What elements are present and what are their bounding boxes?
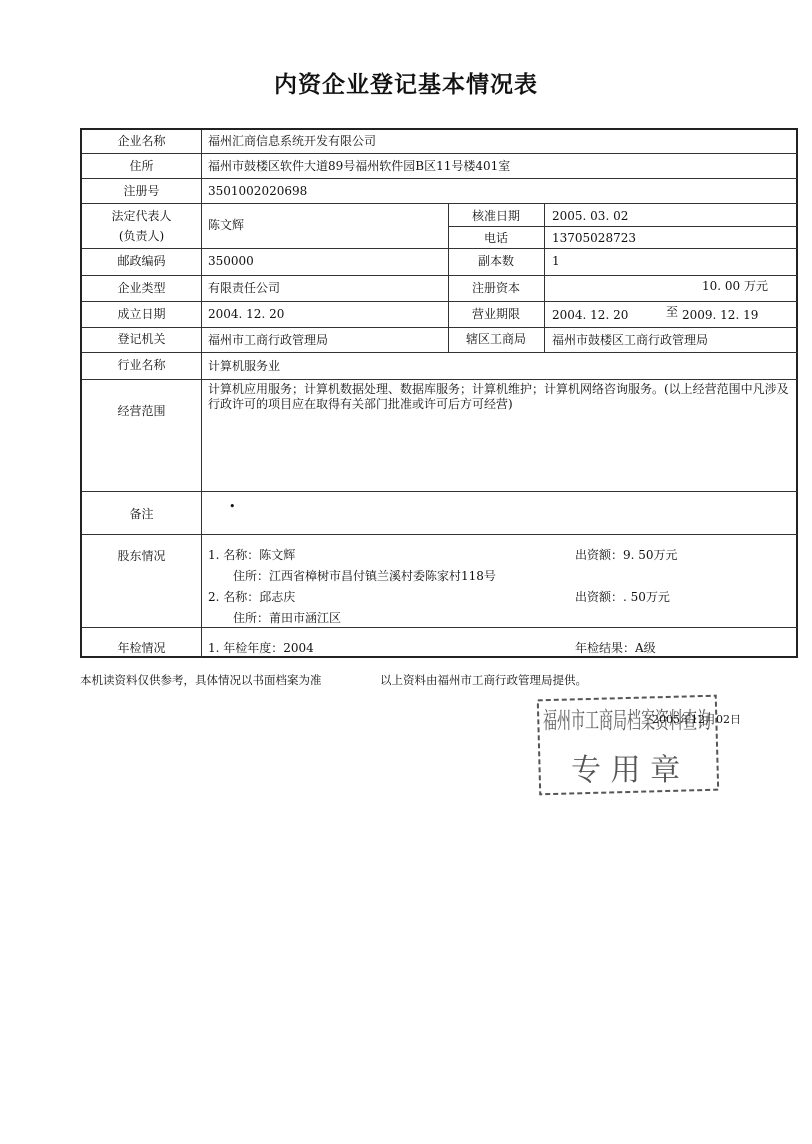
label-authority: 登记机关 bbox=[117, 332, 166, 346]
shareholder-2-name: 2. 名称：邱志庆 bbox=[208, 590, 296, 604]
value-industry: 计算机服务业 bbox=[208, 359, 281, 373]
value-company-name: 福州汇商信息系统开发有限公司 bbox=[208, 134, 377, 148]
value-company-type: 有限责任公司 bbox=[208, 281, 281, 295]
shareholder-2-address: 住所：莆田市涵江区 bbox=[233, 611, 342, 625]
value-reg-number: 3501002020698 bbox=[208, 184, 308, 198]
stamp-date: 2005年12月02日 bbox=[652, 713, 741, 726]
label-founded-date: 成立日期 bbox=[117, 307, 166, 321]
label-legal-rep: 法定代表人 bbox=[111, 209, 172, 223]
label-business-scope: 经营范围 bbox=[117, 404, 166, 418]
label-postal-code: 邮政编码 bbox=[117, 254, 166, 268]
label-phone: 电话 bbox=[483, 231, 508, 245]
footer-disclaimer: 本机读资料仅供参考，具体情况以书面档案为准 bbox=[80, 673, 322, 687]
label-address: 住所 bbox=[129, 159, 154, 173]
shareholder-1-name: 1. 名称：陈文辉 bbox=[208, 548, 296, 562]
label-company-name: 企业名称 bbox=[117, 134, 166, 148]
value-legal-rep: 陈文辉 bbox=[208, 218, 245, 232]
value-district-bureau: 福州市鼓楼区工商行政管理局 bbox=[552, 333, 709, 347]
value-postal-code: 350000 bbox=[208, 254, 254, 268]
value-address: 福州市鼓楼区软件大道89号福州软件园B区11号楼401室 bbox=[208, 159, 511, 173]
label-shareholders: 股东情况 bbox=[117, 549, 166, 563]
value-approval-date: 2005. 03. 02 bbox=[552, 209, 629, 223]
page-title: 内资企业登记基本情况表 bbox=[274, 72, 538, 98]
value-registered-capital: 10. 00 万元 bbox=[702, 279, 768, 293]
inspection-result: 年检结果：A级 bbox=[575, 641, 656, 655]
value-authority: 福州市工商行政管理局 bbox=[208, 333, 329, 347]
label-business-term: 营业期限 bbox=[471, 307, 520, 321]
label-notes: 备注 bbox=[129, 507, 154, 521]
value-term-end: 2009. 12. 19 bbox=[682, 308, 759, 322]
label-copies: 副本数 bbox=[477, 254, 514, 268]
label-reg-number: 注册号 bbox=[123, 184, 160, 198]
value-founded-date: 2004. 12. 20 bbox=[208, 307, 285, 321]
label-company-type: 企业类型 bbox=[117, 281, 166, 295]
shareholder-2-capital: 出资额：. 50万元 bbox=[575, 590, 670, 604]
shareholder-1-capital: 出资额：9. 50万元 bbox=[575, 548, 678, 562]
footer-source: 以上资料由福州市工商行政管理局提供。 bbox=[380, 673, 587, 687]
value-term-to: 至 bbox=[666, 305, 679, 319]
label-annual-inspection: 年检情况 bbox=[117, 641, 166, 655]
label-approval-date: 核准日期 bbox=[471, 209, 520, 223]
registration-table bbox=[80, 128, 798, 658]
label-district-bureau: 辖区工商局 bbox=[465, 332, 526, 346]
notes-mark: • bbox=[229, 500, 236, 513]
stamp-org-text: 福州市工商局档案资料查询 bbox=[543, 708, 711, 734]
value-copies: 1 bbox=[552, 254, 560, 268]
stamp-seal-text: 专 用 章 bbox=[571, 753, 681, 788]
inspection-year: 1. 年检年度：2004 bbox=[208, 641, 314, 655]
label-industry: 行业名称 bbox=[117, 358, 166, 372]
value-phone: 13705028723 bbox=[552, 231, 636, 245]
label-legal-rep-sub: (负责人) bbox=[118, 229, 165, 243]
archive-seal-stamp bbox=[533, 694, 723, 798]
value-term-start: 2004. 12. 20 bbox=[552, 308, 629, 322]
value-business-scope: 计算机应用服务；计算机数据处理、数据库服务；计算机维护；计算机网络咨询服务。(以上经营范围中凡涉及行政许可的项目应在取得有关部门批准或许可后方可经营) bbox=[208, 382, 789, 411]
label-registered-capital: 注册资本 bbox=[471, 281, 520, 295]
shareholder-1-address: 住所：江西省樟树市昌付镇兰溪村委陈家村118号 bbox=[233, 569, 496, 583]
